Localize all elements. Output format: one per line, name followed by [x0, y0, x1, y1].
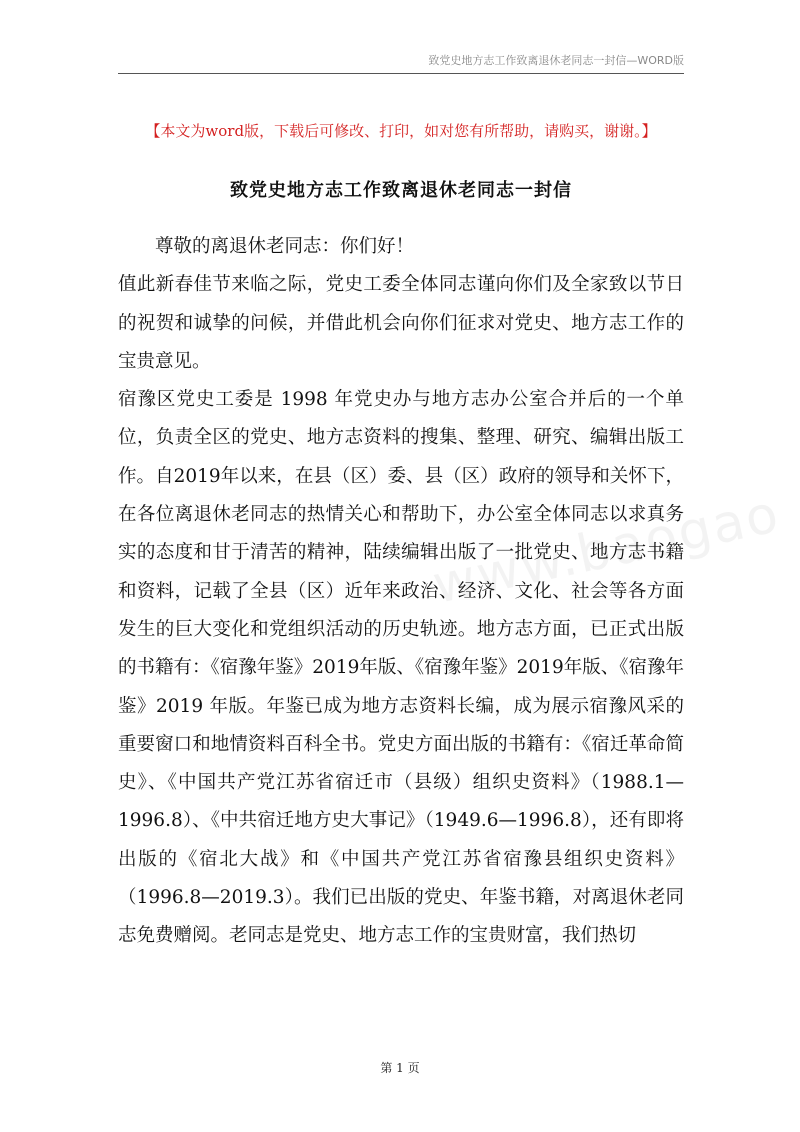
paragraph-1: 值此新春佳节来临之际，党史工委全体同志谨向你们及全家致以节日的祝贺和诚挚的问候，并借此机会向你们征求对党史、地方志工作的宝贵意见。	[118, 274, 684, 372]
paragraph-2: 宿豫区党史工委是 1998 年党史办与地方志办公室合并后的一个单位，负责全区的党史、地方志资料的搜集、整理、研究、编辑出版工作。自2019年以来，在县（区）委、县（区）政府的领导和关怀下，在各位离退休老同志的热情关心和帮助下，办公室全体同志以求真务实的态度和甘于清苦的精神，陆续编辑出版了一批党史、地方志书籍和资料，记载了全县（区）近年来政治、经济、文化、社会等各方面发生的巨大变化和党组织活动的历史轨迹。地方志方面，已正式出版的书籍有：《宿豫年鉴》2019年版、《宿豫年鉴》2019年版、《宿豫年鉴》2019 年版。年鉴已成为地方志资料长编，成为展示宿豫风采的重要窗口和地情资料百科全书。党史方面出版的书籍有：《宿迁革命简史》、《中国共产党江苏省宿迁市（县级）组织史资料》（1988.1—1996.8）、《中共宿迁地方史大事记》（1949.6—1996.8），还有即将出版的《宿北大战》和《中国共产党江苏省宿豫县组织史资料》（1996.8—2019.3）。我们已出版的党史、年鉴书籍，对离退休老同志免费赠阅。老同志是党史、地方志工作的宝贵财富，我们热切	[118, 389, 684, 947]
header-divider	[118, 73, 684, 74]
download-notice: 【本文为word版，下载后可修改、打印，如对您有所帮助，请购买，谢谢。】	[145, 122, 657, 140]
page-number: 第 1 页	[380, 1061, 420, 1075]
letter-body	[118, 228, 684, 956]
page-title: 致党史地方志工作致离退休老同志一封信	[230, 180, 572, 201]
greeting: 尊敬的离退休老同志：你们好！	[155, 236, 415, 257]
running-header: 致党史地方志工作致离退休老同志一封信—WORD版	[428, 54, 684, 67]
